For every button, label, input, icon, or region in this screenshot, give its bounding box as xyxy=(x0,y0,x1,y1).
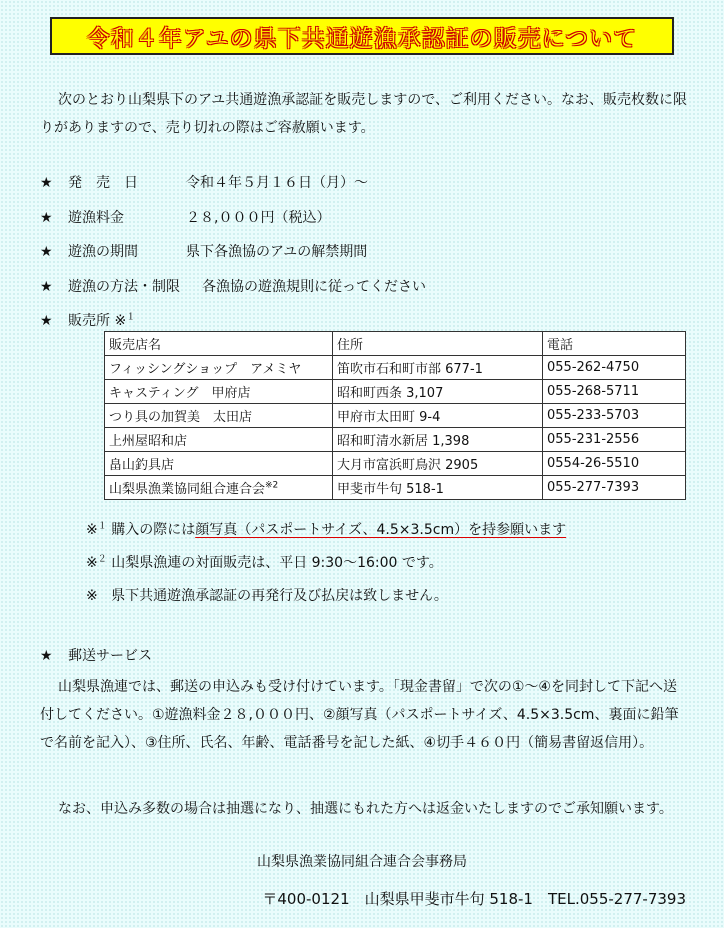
note-text: 山梨県漁連の対面販売は、平日 9:30～16:00 です。 xyxy=(111,555,443,571)
item-value: 令和４年５月１６日（月）～ xyxy=(186,175,368,191)
shop-name xyxy=(105,476,333,500)
shop-address: 大月市富浜町鳥沢 2905 xyxy=(333,452,543,476)
shop-address: 昭和町西条 3,107 xyxy=(333,380,543,404)
note-text: 購入の際には xyxy=(111,522,196,538)
table-row xyxy=(105,380,686,404)
table-row xyxy=(105,356,686,380)
column-header: 電話 xyxy=(543,332,686,356)
table-header-row xyxy=(105,332,686,356)
table-row xyxy=(105,428,686,452)
mail-note: なお、申込み多数の場合は抽選になり、抽選にもれた方へは返金いたしますのでご承知願います。 xyxy=(58,801,673,817)
shop-address: 甲斐市牛句 518-1 xyxy=(333,476,543,500)
shops-table xyxy=(104,331,686,500)
footnote-ref: １ xyxy=(126,312,136,323)
star-icon: ★ xyxy=(40,279,53,295)
footnote-ref: ※2 xyxy=(265,480,279,491)
shop-phone: 055-262-4750 xyxy=(543,356,686,380)
note-mark: ※ xyxy=(86,588,98,604)
item-value: 県下各漁協のアユの解禁期間 xyxy=(186,244,368,260)
shop-address: 笛吹市石和町市部 677-1 xyxy=(333,356,543,380)
item-label: 遊漁の期間 xyxy=(68,244,138,260)
shop-name-text: 山梨県漁業協同組合連合会 xyxy=(109,482,266,497)
note-text: 県下共通遊漁承認証の再発行及び払戻は致しません。 xyxy=(111,588,448,604)
footer-organization: 山梨県漁業協同組合連合会事務局 xyxy=(257,854,467,870)
footnote-1 xyxy=(86,519,566,541)
item-shops xyxy=(40,310,135,332)
star-icon: ★ xyxy=(40,313,53,329)
shop-name: フィッシングショップ アメミヤ xyxy=(105,356,333,380)
item-method xyxy=(40,276,690,298)
shop-name: つり具の加賀美 太田店 xyxy=(105,404,333,428)
column-header: 住所 xyxy=(333,332,543,356)
shop-phone: 055-268-5711 xyxy=(543,380,686,404)
star-icon: ★ xyxy=(40,210,53,226)
item-value: ２８,０００円（税込） xyxy=(186,210,331,226)
shop-name: 上州屋昭和店 xyxy=(105,428,333,452)
shop-address: 甲府市太田町 9-4 xyxy=(333,404,543,428)
mail-heading-row xyxy=(40,645,152,667)
table-row xyxy=(105,404,686,428)
column-header: 販売店名 xyxy=(105,332,333,356)
note-mark: ※ xyxy=(86,522,98,538)
note-underlined-text: 顔写真（パスポートサイズ、4.5×3.5cm）を持参願います xyxy=(195,522,567,538)
shop-phone: 055-277-7393 xyxy=(543,476,686,500)
mail-heading: 郵送サービス xyxy=(68,648,152,664)
intro-paragraph: 次のとおり山梨県下のアユ共通遊漁承認証を販売しますので、ご利用ください。なお、販売枚数に限りがありますので、売り切れの際はご容赦願います。 xyxy=(40,92,688,136)
item-label: 遊漁の方法・制限 xyxy=(68,279,180,295)
footnote-ref: ２ xyxy=(97,554,107,565)
shops-heading: 販売所 ※ xyxy=(68,313,127,329)
item-period xyxy=(40,241,690,263)
star-icon: ★ xyxy=(40,175,53,191)
footer-address: 〒400-0121 山梨県甲斐市牛句 518-1 TEL.055-277-7393 xyxy=(262,890,686,908)
shop-phone: 0554-26-5510 xyxy=(543,452,686,476)
item-value: 各漁協の遊漁規則に従ってください xyxy=(202,279,426,295)
note-mark: ※ xyxy=(86,555,98,571)
footnote-3 xyxy=(86,585,448,607)
page-title: 令和４年アユの県下共通遊漁承認証の販売について xyxy=(86,25,638,52)
shop-name: キャスティング 甲府店 xyxy=(105,380,333,404)
shop-phone: 055-233-5703 xyxy=(543,404,686,428)
item-release-date xyxy=(40,172,690,194)
mail-paragraph: 山梨県漁連では、郵送の申込みも受け付けています。「現金書留」で次の①～④を同封して下記へ送付してください。①遊漁料金２８,０００円、②顔写真（パスポートサイズ、4.5×3.5cm、裏面に鉛筆で名前を記入）、③住所、氏名、年齢、電話番号を記した紙、④切手４６０円（簡易書留返信用）。 xyxy=(40,679,679,751)
table-row xyxy=(105,452,686,476)
table-row xyxy=(105,476,686,500)
shop-name: 畠山釣具店 xyxy=(105,452,333,476)
title-banner xyxy=(50,17,674,55)
star-icon: ★ xyxy=(40,648,53,664)
star-icon: ★ xyxy=(40,244,53,260)
footnote-ref: １ xyxy=(97,521,107,532)
item-label: 発 売 日 xyxy=(68,175,138,191)
footnote-2 xyxy=(86,552,443,574)
item-label: 遊漁料金 xyxy=(68,210,124,226)
item-fee xyxy=(40,207,690,229)
shop-phone: 055-231-2556 xyxy=(543,428,686,452)
shop-address: 昭和町清水新居 1,398 xyxy=(333,428,543,452)
